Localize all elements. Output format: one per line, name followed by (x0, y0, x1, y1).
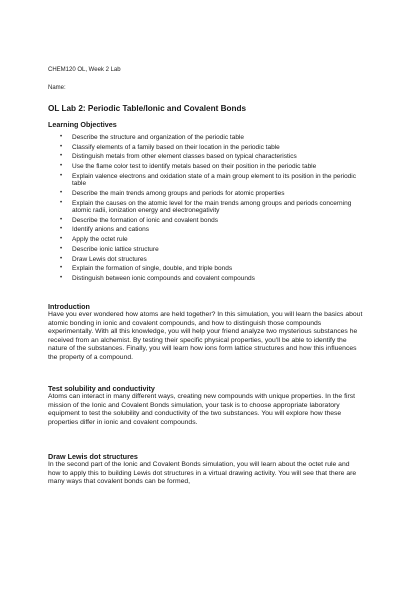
bullet-icon: • (60, 163, 63, 170)
objective-item (60, 265, 360, 272)
objective-item (60, 200, 360, 215)
bullet-icon: • (60, 274, 63, 281)
bullet-icon: • (60, 245, 63, 252)
objectives-list (60, 134, 360, 285)
objective-text: Describe the formation of ionic and covalent bonds (72, 216, 218, 224)
introduction-heading: Introduction (48, 302, 90, 311)
objective-item (60, 173, 360, 188)
objective-item (60, 246, 360, 253)
objective-text: Draw Lewis dot structures (72, 255, 147, 263)
solubility-text: Atoms can interact in many different ways, creating new compounds with unique properties. In the first mission of the Ionic and Covalent Bonds simulation, your task is to choose appropriate laboratory equipment to test the solubility and conductivity of the two substances. You will explore how these properties differ in ionic and covalent compounds. (48, 393, 356, 426)
lewis-text: In the second part of the Ionic and Covalent Bonds simulation, you will learn about the octet rule and how to apply this to building Lewis dot structures in a virtual drawing activity. You will see that there are many ways that covalent bonds can be formed, (48, 461, 357, 486)
objective-item (60, 144, 360, 151)
bullet-icon: • (60, 189, 63, 196)
bullet-icon: • (60, 216, 63, 223)
objective-text: Use the flame color test to identify metals based on their position in the periodic table (72, 163, 317, 171)
lewis-heading: Draw Lewis dot structures (48, 452, 138, 461)
objective-item (60, 134, 360, 141)
solubility-heading: Test solubility and conductivity (48, 384, 155, 393)
objective-item (60, 256, 360, 263)
objective-item (60, 226, 360, 233)
objective-text: Explain valence electrons and oxidation state of a main group element to its position in the periodic table (72, 172, 357, 188)
objective-text: Describe ionic lattice structure (72, 245, 159, 253)
objective-text: Describe the structure and organization of the periodic table (72, 134, 244, 141)
bullet-icon: • (60, 265, 63, 272)
page-title: OL Lab 2: Periodic Table/Ionic and Covalent Bonds (48, 104, 247, 113)
objective-item (60, 163, 360, 170)
bullet-icon: • (60, 199, 63, 206)
objective-item (60, 236, 360, 243)
objectives-heading: Learning Objectives (48, 120, 117, 129)
bullet-icon: • (60, 143, 63, 150)
bullet-icon: • (60, 236, 63, 243)
introduction-text: Have you ever wondered how atoms are held together? In this simulation, you will learn the basics about atomic bonding in ionic and covalent compounds, and how to distinguish those compounds experimentally. With all this knowledge, you will help your friend analyze two mysterious substances he received from an alchemist. By testing their specific physical properties, you'll be able to identify the nature of the substances. Finally, you will learn how ions form lattice structures and how this influences the property of a compound. (48, 311, 363, 361)
course-header: CHEM120 OL, Week 2 Lab (48, 67, 121, 73)
objective-item (60, 217, 360, 224)
objective-text: Distinguish metals from other element classes based on typical characteristics (72, 153, 297, 161)
bullet-icon: • (60, 172, 63, 179)
bullet-icon: • (60, 153, 63, 160)
objective-item (60, 275, 360, 282)
objective-item (60, 153, 360, 160)
objective-text: Describe the main trends among groups and periods for atomic properties (72, 189, 285, 197)
bullet-icon: • (60, 226, 63, 233)
objective-item (60, 190, 360, 197)
name-label: Name: (48, 85, 66, 91)
objective-text: Explain the causes on the atomic level for the main trends among groups and periods concerning atomic radii, ionization energy and electronegativity (72, 199, 352, 215)
objective-text: Classify elements of a family based on their location in the periodic table (72, 143, 280, 151)
objective-text: Explain the formation of single, double, and triple bonds (72, 265, 233, 273)
objective-text: Identify anions and cations (72, 226, 149, 234)
bullet-icon: • (60, 134, 63, 140)
objective-text: Distinguish between ionic compounds and covalent compounds (72, 274, 255, 282)
bullet-icon: • (60, 255, 63, 262)
objective-text: Apply the octet rule (72, 236, 128, 244)
